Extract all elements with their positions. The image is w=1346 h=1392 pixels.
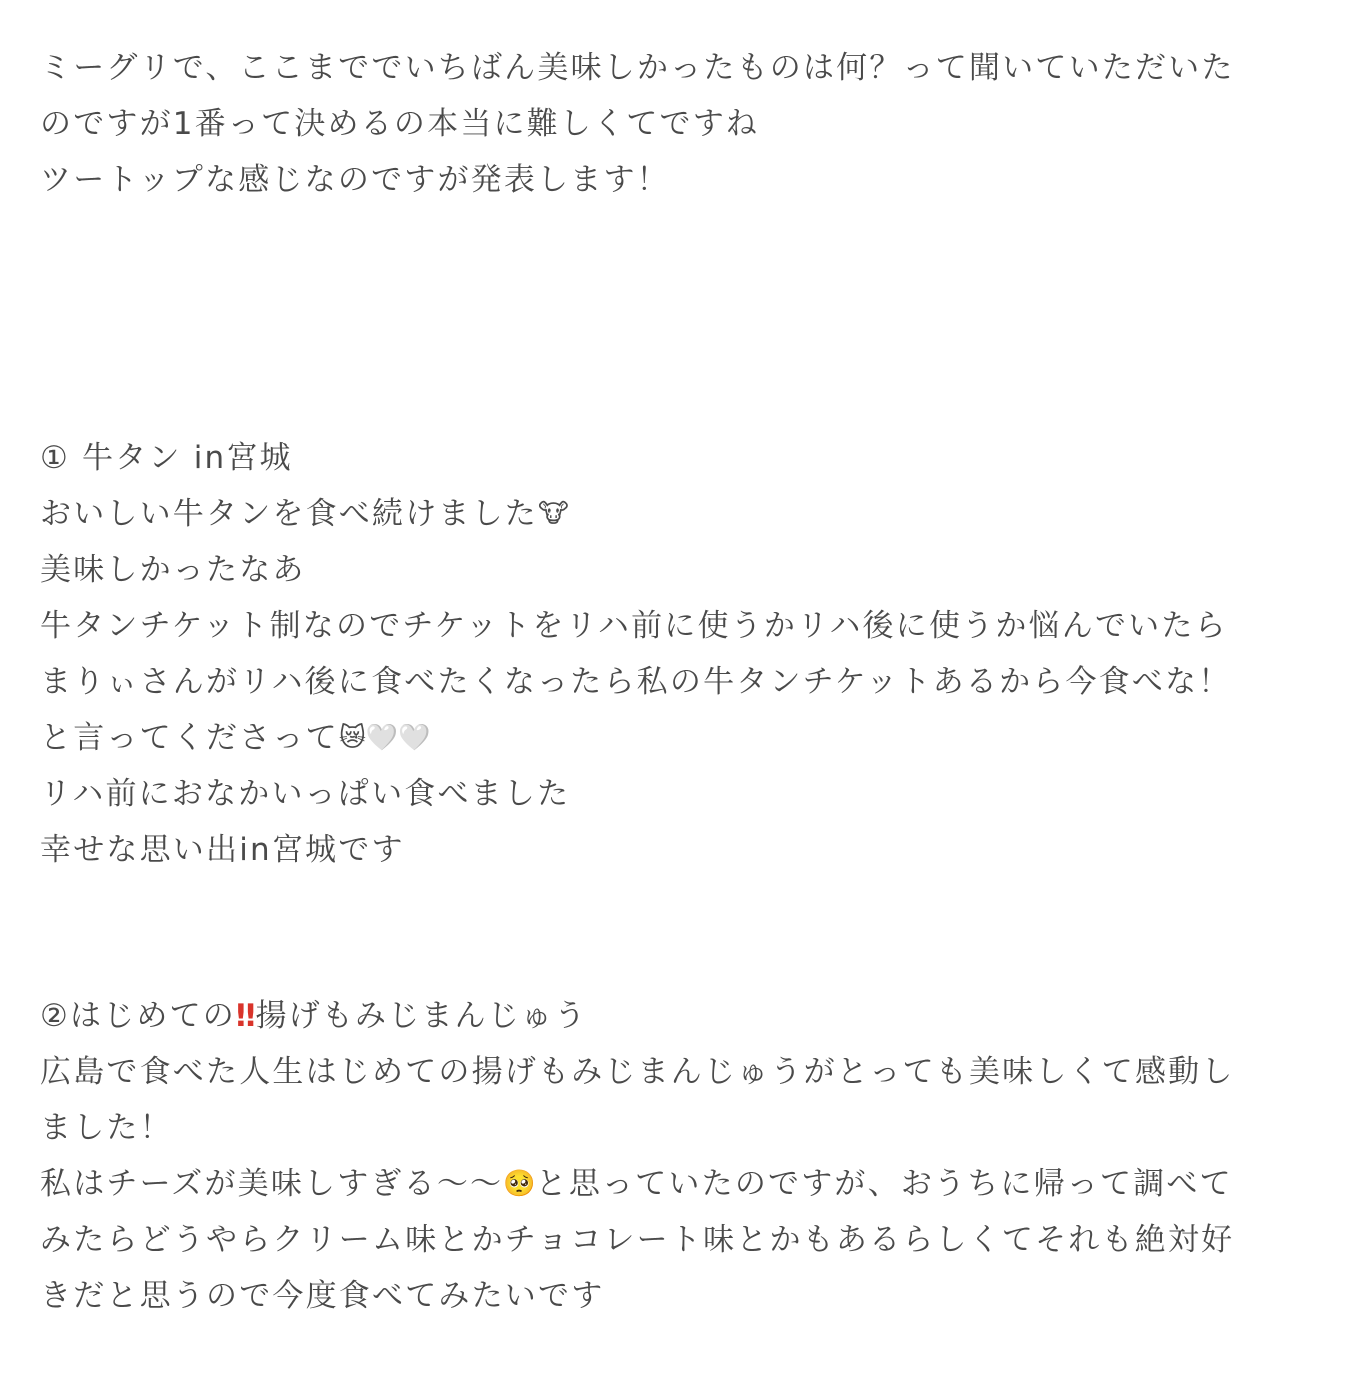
- gyutan-line-6: リハ前におなかいっぱい食べました: [40, 776, 571, 812]
- pleading-face-icon: 🥺: [503, 1169, 536, 1199]
- gyutan-line-5-text: と言ってくださって: [40, 720, 339, 756]
- blank-space: [40, 208, 1280, 430]
- intro-line-3: ツートップな感じなのですが発表します！: [40, 162, 670, 198]
- gyutan-line-3: 牛タンチケット制なのでチケットをリハ前に使うかリハ後に使うか悩んでいたら: [40, 608, 1228, 644]
- momiji-heading-suffix: 揚げもみじまんじゅう: [255, 998, 588, 1034]
- gyutan-line-5: [40, 710, 1280, 766]
- gyutan-line-7: 幸せな思い出in宮城です: [40, 832, 405, 868]
- intro-line-2: のですが1番って決めるの本当に難しくてですね: [40, 106, 760, 142]
- gyutan-line-4: まりぃさんがリハ後に食べたくなったら私の牛タンチケットあるから今食べな！: [40, 664, 1232, 700]
- momiji-line-3: [40, 1156, 1280, 1212]
- section-gyutan: [40, 430, 1280, 878]
- blog-article: [40, 40, 1280, 1324]
- section-heading-momiji: [40, 988, 1280, 1044]
- momiji-line-4: みたらどうやらクリーム味とかチョコレート味とかもあるらしくてそれも絶対好: [40, 1222, 1235, 1258]
- momiji-line-5: きだと思うので今度食べてみたいです: [40, 1278, 605, 1314]
- intro-line-1: ミーグリで、ここまででいちばん美味しかったものは何？って聞いていただいた: [40, 50, 1235, 86]
- cow-face-icon: 🐮: [538, 499, 569, 529]
- momiji-heading-prefix: ②はじめての: [40, 998, 236, 1034]
- section-heading-gyutan: ① 牛タン in宮城: [40, 440, 293, 476]
- momiji-line-1: 広島で食べた人生はじめての揚げもみじまんじゅうがとっても美味しくて感動し: [40, 1054, 1235, 1090]
- blank-space: [40, 878, 1280, 988]
- section-momiji: [40, 988, 1280, 1324]
- gyutan-line-1: [40, 486, 1280, 542]
- gyutan-line-2: 美味しかったなあ: [40, 552, 306, 588]
- intro-paragraph: [40, 40, 1280, 208]
- momiji-line-2: ました！: [40, 1110, 173, 1146]
- momiji-line-3-after: と思っていたのですが、おうちに帰って調べて: [535, 1166, 1233, 1202]
- crying-cat-white-hearts-icon: 😿🤍🤍: [338, 723, 431, 753]
- momiji-line-3-before: 私はチーズが美味しすぎる〜〜: [40, 1166, 504, 1202]
- gyutan-line-1-text: おいしい牛タンを食べ続けました: [40, 496, 538, 532]
- double-exclamation-icon: ‼: [236, 998, 256, 1034]
